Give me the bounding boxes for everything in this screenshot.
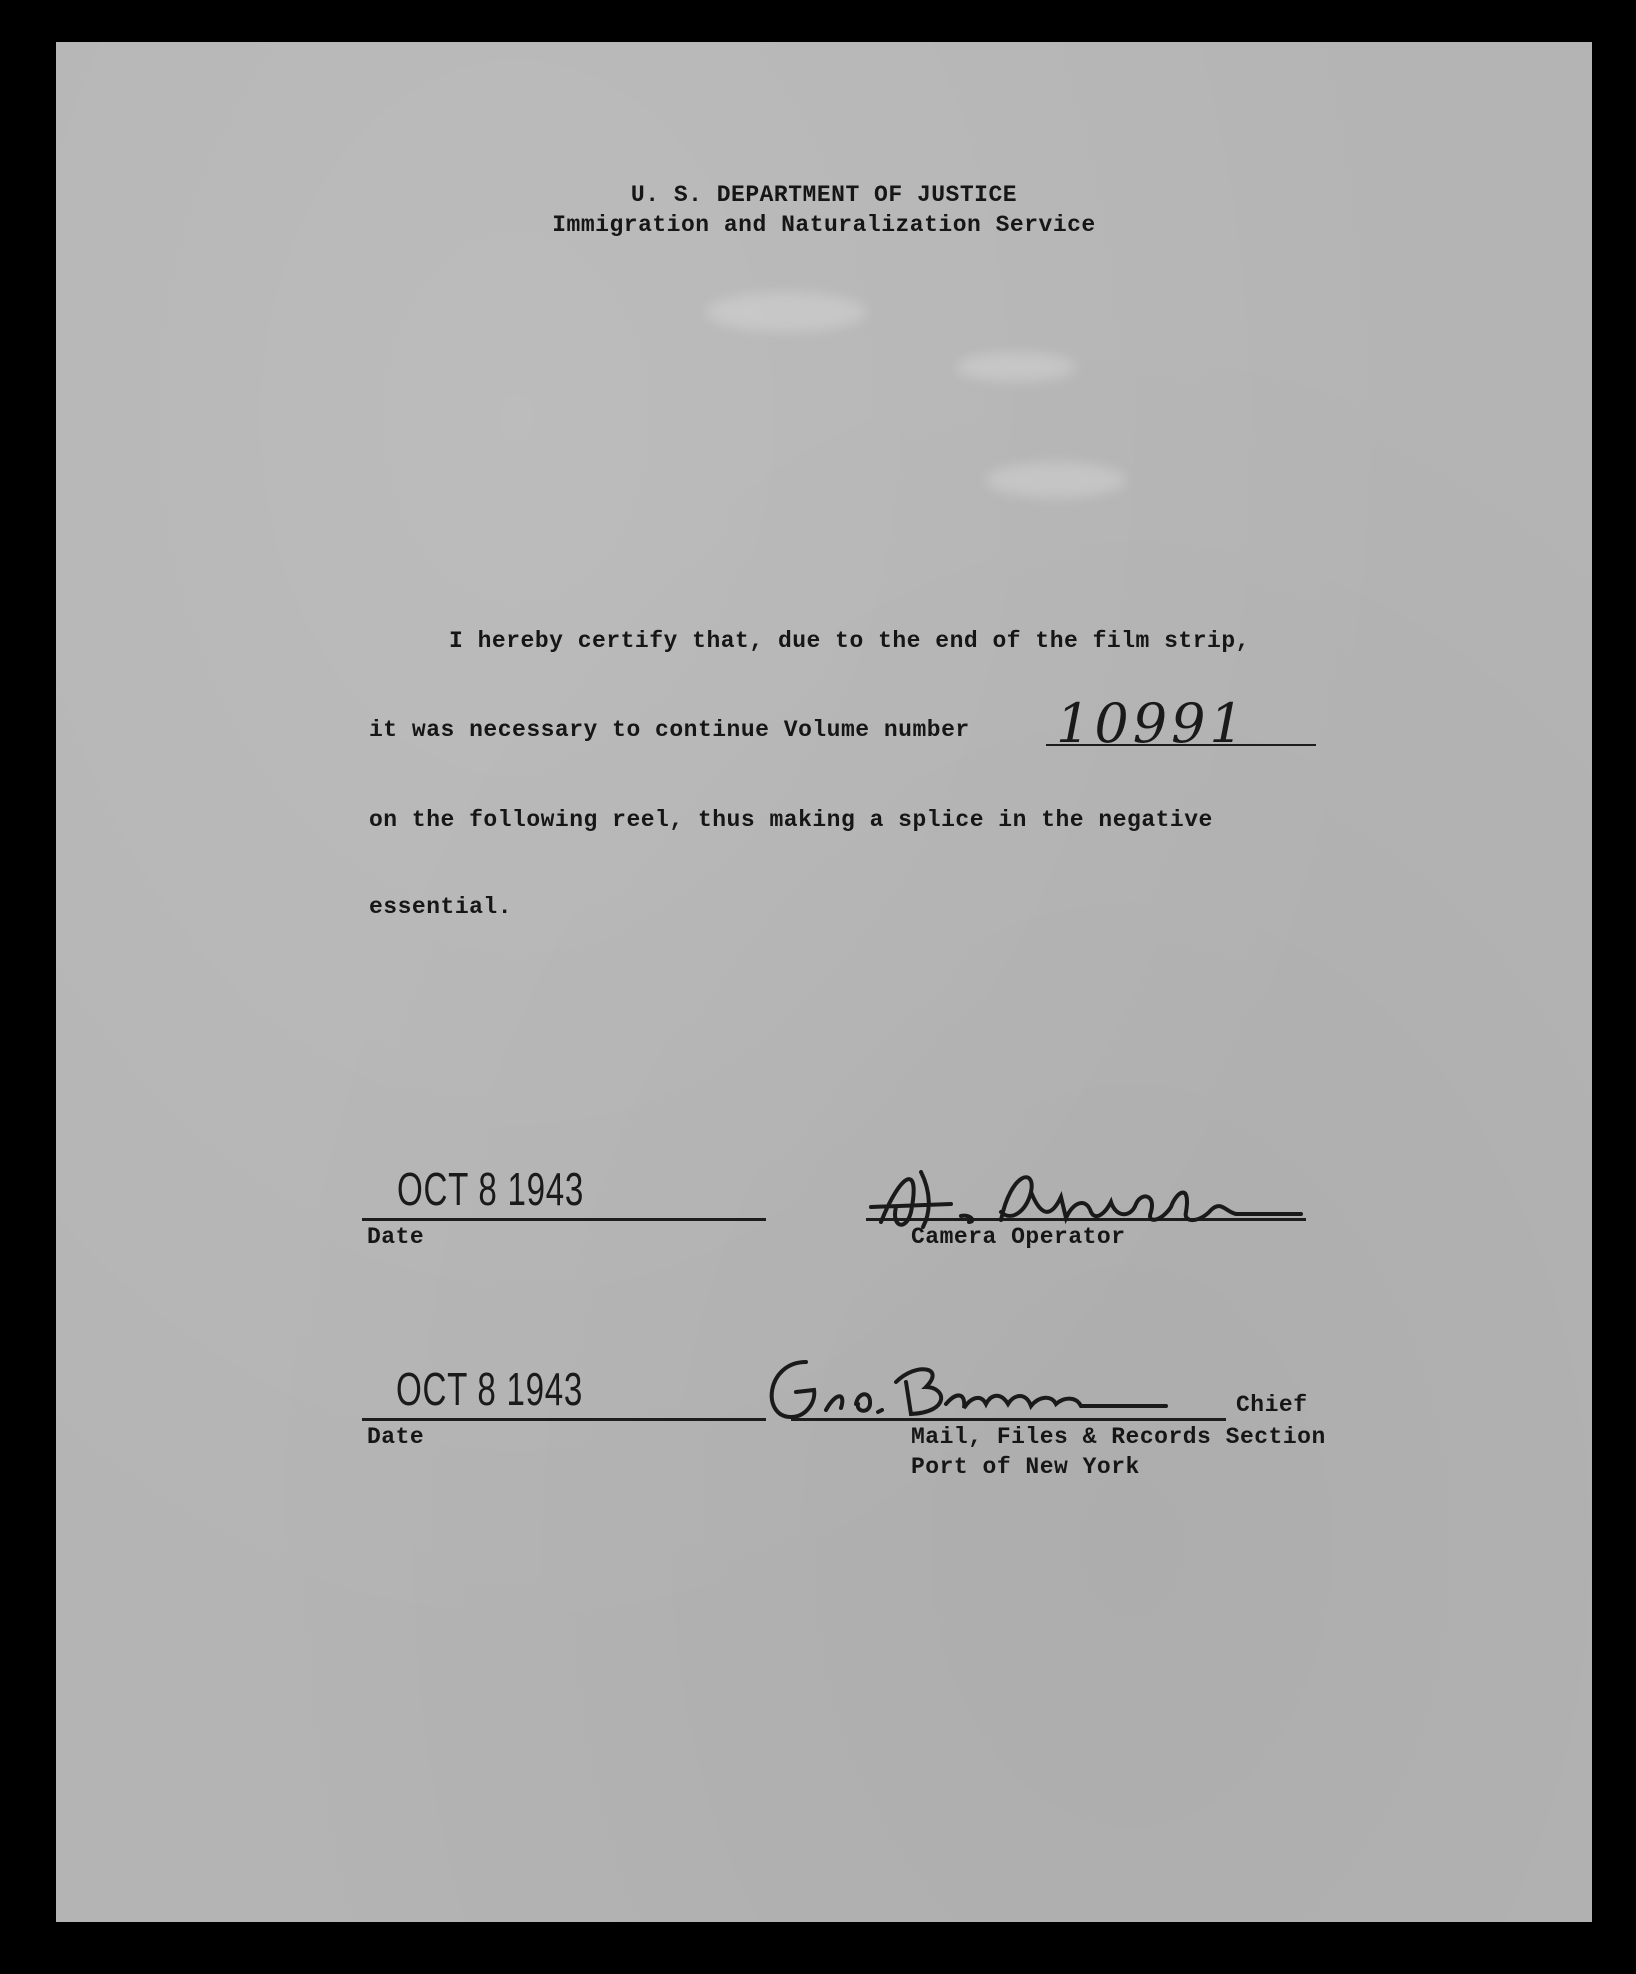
certificate-line-1: I hereby certify that, due to the end of the film strip, [449,628,1250,654]
operator-date-stamp: OCT 8 1943 [397,1163,585,1215]
volume-number-handwritten: 10991 [1056,692,1248,755]
chief-date-label: Date [367,1424,425,1450]
document-page [56,42,1592,1922]
chief-title-label: Chief [1236,1392,1308,1418]
chief-date-stamp: OCT 8 1943 [396,1363,584,1415]
operator-date-label: Date [367,1224,425,1250]
operator-date-line [362,1218,766,1221]
paper-smudge [706,292,866,332]
service-heading: Immigration and Naturalization Service [552,212,1096,238]
chief-date-line [362,1418,766,1421]
certificate-line-2: it was necessary to continue Volume number [369,717,970,743]
paper-smudge [956,352,1076,382]
chief-title-line-3: Port of New York [911,1454,1140,1480]
department-heading: U. S. DEPARTMENT OF JUSTICE [630,182,1018,208]
chief-title-line-2: Mail, Files & Records Section [911,1424,1326,1450]
paper-smudge [986,462,1126,498]
certificate-line-3: on the following reel, thus making a splice in the negative [369,807,1213,833]
chief-signature [746,1342,1226,1432]
certificate-line-4: essential. [369,894,513,920]
camera-operator-label: Camera Operator [911,1224,1126,1250]
